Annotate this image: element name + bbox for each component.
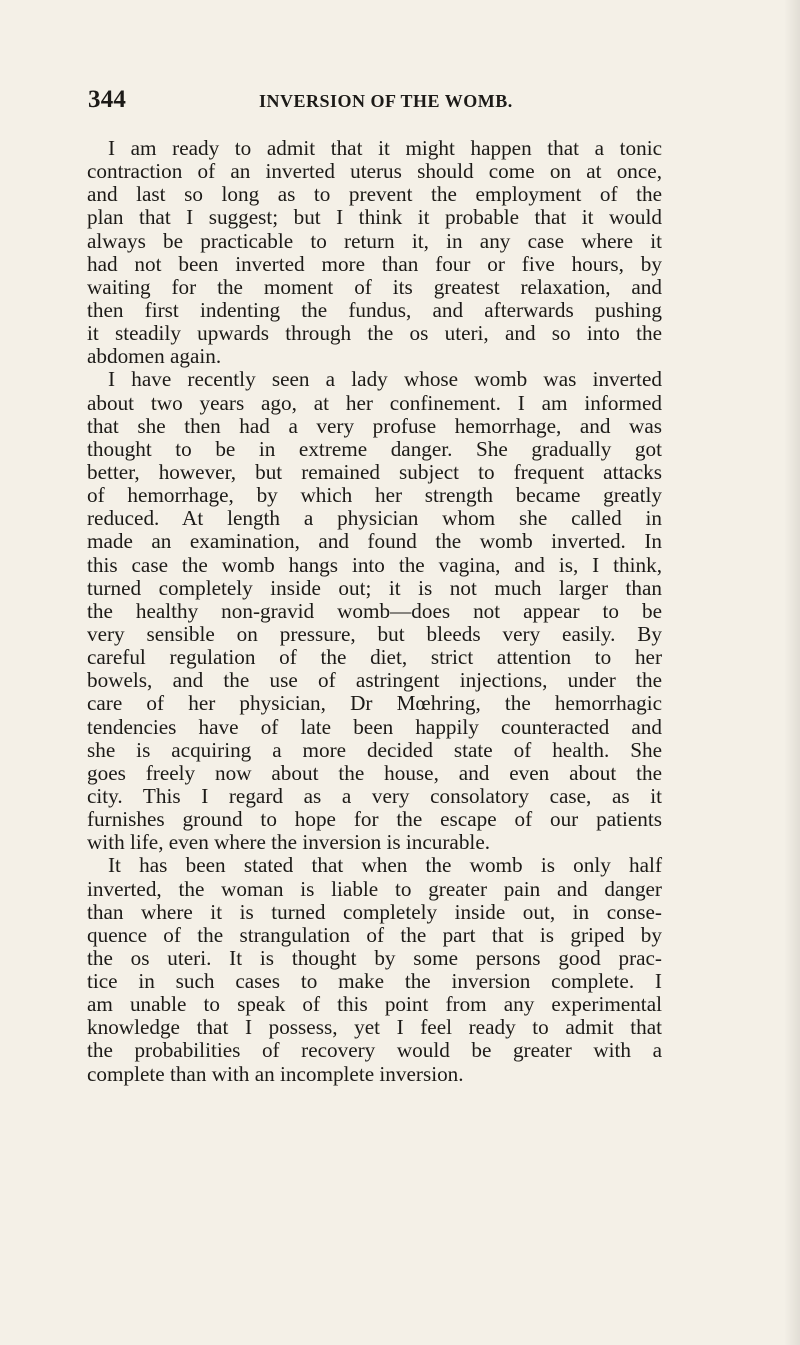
text-line: tice in such cases to make the inversion complete. I <box>87 969 662 994</box>
text-line: about two years ago, at her confinement. I am informed <box>87 390 662 415</box>
text-line: complete than with an incomplete inversion. <box>87 1061 464 1086</box>
text-line: than where it is turned completely inside out, in conse- <box>87 899 662 924</box>
text-line: waiting for the moment of its greatest relaxation, and <box>87 274 662 299</box>
text-line: the healthy non-gravid womb—does not appear to be <box>87 598 662 623</box>
paragraph-3 <box>87 854 662 1085</box>
body-text <box>87 137 662 1086</box>
paragraph-2 <box>87 368 662 854</box>
text-line: she is acquiring a more decided state of health. She <box>87 737 662 762</box>
text-line: goes freely now about the house, and even about the <box>87 760 662 785</box>
text-line: of hemorrhage, by which her strength became greatly <box>87 483 662 508</box>
text-line: bowels, and the use of astringent injections, under the <box>87 668 662 693</box>
text-line: knowledge that I possess, yet I feel ready to admit that <box>87 1015 662 1040</box>
page-header <box>88 86 648 116</box>
text-line: and last so long as to prevent the employment of the <box>87 182 662 207</box>
text-line: it steadily upwards through the os uteri, and so into the <box>87 321 662 346</box>
text-line: plan that I suggest; but I think it probable that it would <box>87 205 662 230</box>
text-line: city. This I regard as a very consolatory case, as it <box>87 783 662 808</box>
page-edge-shadow <box>784 0 800 1345</box>
text-line: inverted, the woman is liable to greater pain and danger <box>87 876 662 901</box>
text-line: am unable to speak of this point from any experimental <box>87 992 662 1017</box>
text-line: tendencies have of late been happily counteracted and <box>87 714 662 739</box>
text-line: had not been inverted more than four or five hours, by <box>87 251 662 276</box>
text-line: always be practicable to return it, in any case where it <box>87 228 662 253</box>
text-line: turned completely inside out; it is not much larger than <box>87 575 662 600</box>
text-line: that she then had a very profuse hemorrhage, and was <box>87 413 662 438</box>
text-line: better, however, but remained subject to frequent attacks <box>87 459 662 484</box>
text-line: I am ready to admit that it might happen that a tonic <box>108 136 662 160</box>
text-line: with life, even where the inversion is incurable. <box>87 830 491 855</box>
text-line: care of her physician, Dr Mœhring, the hemorrhagic <box>87 691 662 716</box>
running-head: INVERSION OF THE WOMB. <box>259 91 513 111</box>
page-number: 344 <box>88 86 127 113</box>
text-line: thought to be in extreme danger. She gradually got <box>87 436 662 461</box>
text-line: this case the womb hangs into the vagina, and is, I think, <box>87 552 662 577</box>
text-line: the os uteri. It is thought by some persons good prac- <box>87 945 662 970</box>
text-line: made an examination, and found the womb inverted. In <box>87 529 662 554</box>
text-line: reduced. At length a physician whom she called in <box>87 506 662 531</box>
text-line: furnishes ground to hope for the escape of our patients <box>87 807 662 832</box>
text-line: then first indenting the fundus, and afterwards pushing <box>87 297 662 322</box>
paragraph-1 <box>87 137 662 368</box>
text-line: very sensible on pressure, but bleeds very easily. By <box>87 621 662 646</box>
text-line: It has been stated that when the womb is only half <box>108 853 662 878</box>
text-line: abdomen again. <box>87 344 222 369</box>
text-line: I have recently seen a lady whose womb was inverted <box>108 367 662 392</box>
text-line: quence of the strangulation of the part that is griped by <box>87 922 662 947</box>
text-line: the probabilities of recovery would be greater with a <box>87 1038 662 1063</box>
text-line: careful regulation of the diet, strict attention to her <box>87 645 662 670</box>
text-line: contraction of an inverted uterus should come on at once, <box>87 159 662 184</box>
